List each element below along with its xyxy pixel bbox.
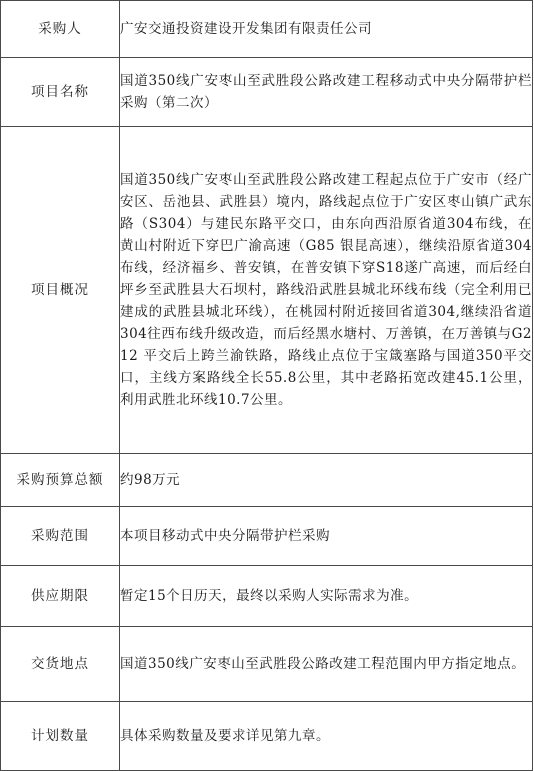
project-overview-value: 国道350线广安枣山至武胜段公路改建工程起点位于广安市（经广安区、岳池县、武胜县）境内，路线起点位于广安区枣山镇广武东路（S304）与建民东路平交口，由东向西沿原省道304布线，在黄山村附近下穿巴广渝高速（G85 银昆高速），继续沿原省道304布线，经济福乡、普安镇，在普安镇下穿S18遂广高速，而后经白坪乡至武胜县大石坝村，路线沿武胜县城北环线布线（完全利用已建成的武胜县城北环线），在桃园村附近接回省道304,继续沿省道304往西布线升级改造，而后经黑水塘村、万善镇，在万善镇与G212 平交后上跨兰渝铁路，路线止点位于宝箴塞路与国道350平交口，主线方案路线全长55.8公里，其中老路拓宽改建45.1公里，利用武胜北环线10.7公里。 [120, 127, 533, 454]
project-name-label: 项目名称 [1, 58, 120, 127]
planned-quantity-value: 具体采购数量及要求详见第九章。 [120, 702, 533, 771]
scope-value: 本项目移动式中央分隔带护栏采购 [120, 507, 533, 566]
supply-period-label: 供应期限 [1, 566, 120, 627]
row-scope [1, 507, 533, 566]
row-purchaser [1, 1, 533, 58]
row-project-name [1, 58, 533, 127]
row-project-overview [1, 127, 533, 454]
delivery-location-label: 交货地点 [1, 627, 120, 702]
project-name-value: 国道350线广安枣山至武胜段公路改建工程移动式中央分隔带护栏采购（第二次） [120, 58, 533, 127]
row-delivery-location [1, 627, 533, 702]
purchaser-label: 采购人 [1, 1, 120, 58]
planned-quantity-label: 计划数量 [1, 702, 120, 771]
row-budget [1, 454, 533, 507]
purchaser-value: 广安交通投资建设开发集团有限责任公司 [120, 1, 533, 58]
supply-period-value: 暂定15个日历天，最终以采购人实际需求为准。 [120, 566, 533, 627]
row-planned-quantity [1, 702, 533, 771]
project-overview-label: 项目概况 [1, 127, 120, 454]
scope-label: 采购范围 [1, 507, 120, 566]
delivery-location-value: 国道350线广安枣山至武胜段公路改建工程范围内甲方指定地点。 [120, 627, 533, 702]
row-supply-period [1, 566, 533, 627]
budget-value: 约98万元 [120, 454, 533, 507]
budget-label: 采购预算总额 [1, 454, 120, 507]
